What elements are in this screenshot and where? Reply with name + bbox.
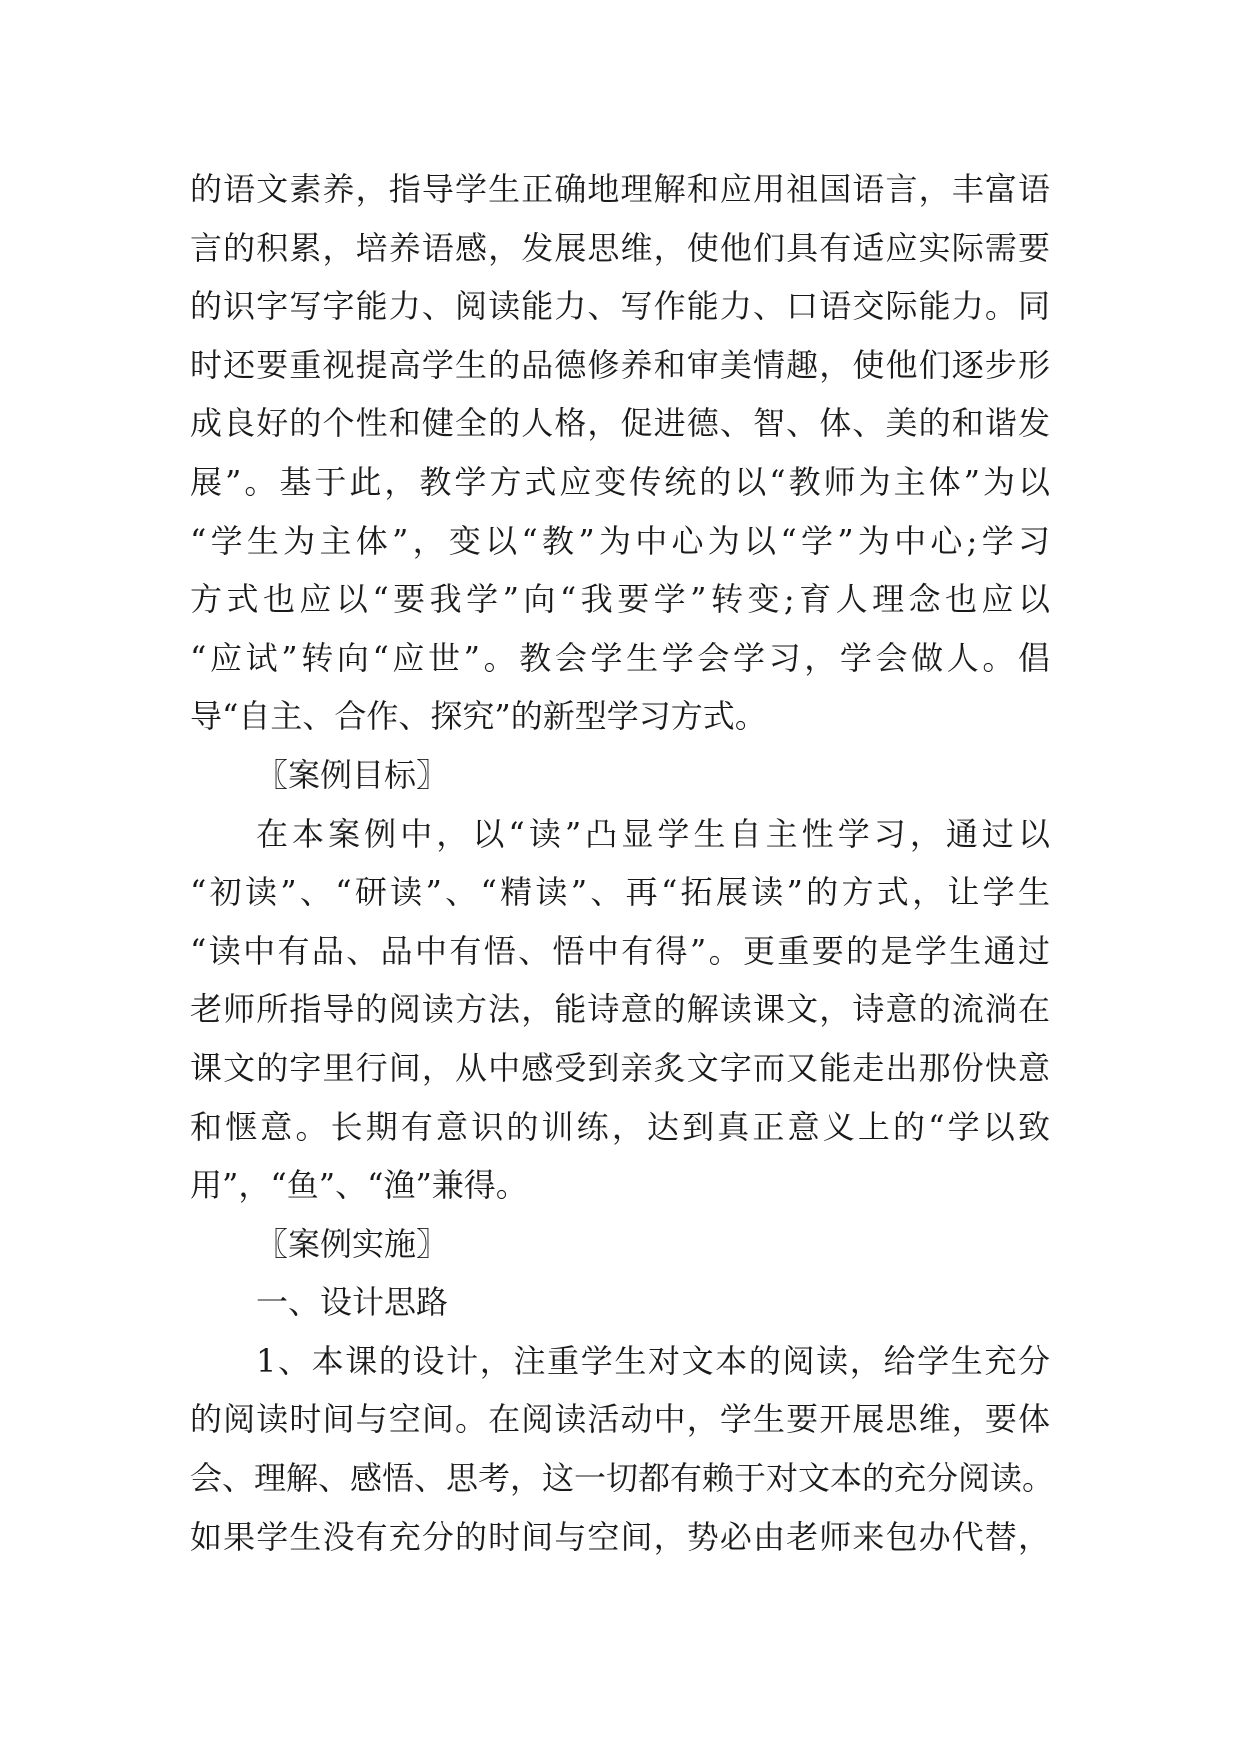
text-line: 展”。基于此，教学方式应变传统的以“教师为主体”为以 — [190, 462, 1050, 501]
text-line: 老师所指导的阅读方法，能诗意的解读课文，诗意的流淌在 — [190, 990, 1050, 1029]
text-line: 用”，“鱼”、“渔”兼得。 — [190, 1166, 528, 1205]
text-line: 的识字写字能力、阅读能力、写作能力、口语交际能力。同 — [190, 287, 1050, 326]
text-line: 的语文素养，指导学生正确地理解和应用祖国语言，丰富语 — [190, 170, 1050, 208]
text-line: 导“自主、合作、探究”的新型学习方式。 — [190, 697, 767, 736]
text-line: 如果学生没有充分的时间与空间，势必由老师来包办代替， — [190, 1517, 1050, 1556]
text-line: “初读”、“研读”、“精读”、再“拓展读”的方式，让学生 — [190, 873, 1050, 912]
text-line: 言的积累，培养语感，发展思维，使他们具有适应实际需要 — [190, 228, 1050, 267]
text-line: 的阅读时间与空间。在阅读活动中，学生要开展思维，要体 — [190, 1400, 1050, 1439]
text-line: 〖案例目标〗 — [256, 755, 449, 794]
text-line: 〖案例实施〗 — [256, 1224, 449, 1263]
document-body — [190, 160, 1055, 1566]
text-line: 方式也应以“要我学”向“我要学”转变;育人理念也应以 — [190, 580, 1050, 619]
text-line: 时还要重视提高学生的品德修养和审美情趣，使他们逐步形 — [190, 345, 1050, 384]
text-line: 和惬意。长期有意识的训练，达到真正意义上的“学以致 — [190, 1107, 1050, 1146]
text-line: “应试”转向“应世”。教会学生学会学习，学会做人。倡 — [190, 638, 1050, 677]
text-line: 成良好的个性和健全的人格，促进德、智、体、美的和谐发 — [190, 404, 1050, 443]
text-line: 1、本课的设计，注重学生对文本的阅读，给学生充分 — [256, 1341, 1050, 1380]
text-line: “学生为主体”，变以“教”为中心为以“学”为中心;学习 — [190, 521, 1050, 560]
text-line: 在本案例中，以“读”凸显学生自主性学习，通过以 — [256, 814, 1050, 853]
text-line: 一、设计思路 — [256, 1283, 449, 1322]
text-line: 会、理解、感悟、思考，这一切都有赖于对文本的充分阅读。 — [190, 1459, 1055, 1498]
text-line: 课文的字里行间，从中感受到亲炙文字而又能走出那份快意 — [190, 1048, 1050, 1087]
text-line: “读中有品、品中有悟、悟中有得”。更重要的是学生通过 — [190, 931, 1050, 970]
